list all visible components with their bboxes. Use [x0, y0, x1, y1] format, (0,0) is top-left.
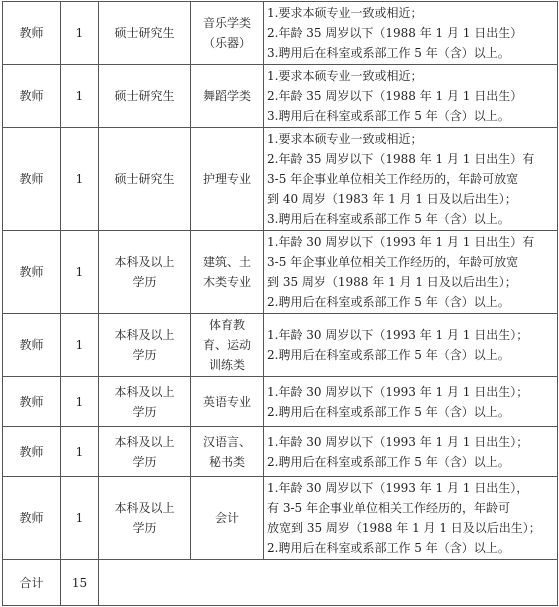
requirement-line: 1.年龄 30 周岁以下（1993 年 1 月 1 日出生），	[267, 481, 529, 495]
major-cell	[191, 377, 264, 427]
major-line: 建筑、土	[202, 255, 251, 269]
major-cell	[191, 128, 264, 231]
requirement-line: 1.年龄 30 周岁以下（1993 年 1 月 1 日出生）有	[267, 235, 535, 249]
major-line: （乐器）	[202, 36, 251, 50]
requirement-line: 到 35 周岁（1988 年 1 月 1 日及以后出生）；	[267, 275, 517, 289]
requirements-cell	[264, 2, 558, 65]
requirement-line: 1.年龄 30 周岁以下（1993 年 1 月 1 日出生）；	[267, 384, 529, 399]
count-cell: 1	[61, 314, 99, 377]
requirements-cell	[264, 377, 558, 427]
position-cell: 教师	[3, 231, 61, 314]
count-cell: 1	[61, 231, 99, 314]
major-line: 音乐学类	[202, 16, 251, 30]
requirement-line: 2.年龄 35 周岁以下（1988 年 1 月 1 日出生）	[267, 26, 523, 40]
major-cell	[191, 65, 264, 128]
table-body	[3, 2, 558, 606]
education-line: 硕士研究生	[114, 26, 175, 40]
major-line: 秘书类	[208, 454, 245, 469]
requirements-cell	[264, 314, 558, 377]
position-cell: 教师	[3, 65, 61, 128]
education-line: 本科及以上	[114, 328, 175, 342]
major-line: 英语专业	[202, 394, 251, 409]
major-line: 木类专业	[202, 275, 251, 289]
position-cell: 教师	[3, 314, 61, 377]
table-row	[3, 377, 558, 427]
requirements-cell	[264, 128, 558, 231]
count-cell: 1	[61, 2, 99, 65]
major-cell	[191, 314, 264, 377]
total-value: 15	[61, 560, 99, 606]
position-cell: 教师	[3, 128, 61, 231]
position-cell: 教师	[3, 427, 61, 477]
count-cell: 1	[61, 477, 99, 560]
education-cell	[99, 231, 191, 314]
requirement-line: 放宽到 35 周岁（1988 年 1 月 1 日及以后出生）；	[267, 521, 541, 535]
education-cell	[99, 314, 191, 377]
education-cell	[99, 2, 191, 65]
requirements-cell	[264, 231, 558, 314]
table-row	[3, 477, 558, 560]
education-line: 本科及以上	[114, 501, 175, 515]
requirement-line: 3.聘用后在科室或系部工作 5 年（含）以上。	[267, 109, 510, 123]
position-cell: 教师	[3, 477, 61, 560]
education-line: 硕士研究生	[114, 89, 175, 103]
total-empty-cell	[99, 560, 558, 606]
requirements-cell	[264, 477, 558, 560]
education-line: 硕士研究生	[114, 172, 175, 186]
count-cell: 1	[61, 128, 99, 231]
major-line: 护理专业	[202, 172, 251, 186]
major-line: 育、运动	[202, 338, 251, 352]
major-cell	[191, 427, 264, 477]
requirement-line: 2.年龄 35 周岁以下（1988 年 1 月 1 日出生）	[267, 89, 523, 103]
education-cell	[99, 427, 191, 477]
table-row	[3, 427, 558, 477]
major-line: 汉语言、	[202, 434, 251, 449]
total-row	[3, 560, 558, 606]
requirement-line: 有 3-5 年企事业单位相关工作经历的，年龄可	[267, 501, 510, 515]
requirement-line: 2.年龄 35 周岁以下（1988 年 1 月 1 日出生）有	[267, 152, 535, 166]
requirement-line: 2.聘用后在科室或系部工作 5 年（含）以上。	[267, 404, 510, 419]
table-row	[3, 2, 558, 65]
requirement-line: 3.聘用后在科室或系部工作 5 年（含）以上。	[267, 46, 510, 60]
major-line: 会计	[214, 511, 239, 525]
requirement-line: 1.要求本硕专业一致或相近；	[267, 132, 423, 146]
requirement-line: 2.聘用后在科室或系部工作 5 年（含）以上。	[267, 541, 510, 555]
requirement-line: 1.年龄 30 周岁以下（1993 年 1 月 1 日出生）；	[267, 434, 529, 449]
education-cell	[99, 128, 191, 231]
requirement-line: 3.聘用后在科室或系部工作 5 年（含）以上。	[267, 212, 510, 226]
requirements-cell	[264, 65, 558, 128]
requirement-line: 1.要求本硕专业一致或相近；	[267, 69, 423, 83]
requirement-line: 2.聘用后在科室或系部工作 5 年（含）以上。	[267, 348, 510, 362]
position-cell: 教师	[3, 377, 61, 427]
major-line: 体育教	[208, 318, 245, 332]
education-line: 学历	[132, 454, 157, 469]
requirements-cell	[264, 427, 558, 477]
position-cell: 教师	[3, 2, 61, 65]
major-line: 舞蹈学类	[202, 89, 251, 103]
education-line: 学历	[132, 521, 157, 535]
education-line: 本科及以上	[114, 384, 175, 399]
table-row	[3, 314, 558, 377]
education-line: 本科及以上	[114, 255, 175, 269]
requirement-line: 2.聘用后在科室或系部工作 5 年（含）以上。	[267, 454, 510, 469]
requirement-line: 3-5 年企事业单位相关工作经历的，年龄可放宽	[267, 255, 519, 269]
education-line: 本科及以上	[114, 434, 175, 449]
recruitment-table	[2, 1, 558, 606]
total-label: 合计	[3, 560, 61, 606]
table-row	[3, 65, 558, 128]
education-line: 学历	[132, 404, 157, 419]
major-cell	[191, 477, 264, 560]
requirement-line: 1.要求本硕专业一致或相近；	[267, 6, 423, 20]
requirement-line: 2.聘用后在科室或系部工作 5 年（含）以上。	[267, 295, 510, 309]
requirement-line: 1.年龄 30 周岁以下（1993 年 1 月 1 日出生）；	[267, 328, 529, 342]
education-cell	[99, 477, 191, 560]
count-cell: 1	[61, 65, 99, 128]
table-row	[3, 128, 558, 231]
count-cell: 1	[61, 427, 99, 477]
education-cell	[99, 65, 191, 128]
major-cell	[191, 231, 264, 314]
major-line: 训练类	[208, 358, 245, 372]
requirement-line: 到 40 周岁（1983 年 1 月 1 日及以后出生）；	[267, 192, 517, 206]
count-cell: 1	[61, 377, 99, 427]
education-cell	[99, 377, 191, 427]
education-line: 学历	[132, 348, 157, 362]
major-cell	[191, 2, 264, 65]
education-line: 学历	[132, 275, 157, 289]
requirement-line: 3-5 年企事业单位相关工作经历的，年龄可放宽	[267, 172, 519, 186]
table-row	[3, 231, 558, 314]
